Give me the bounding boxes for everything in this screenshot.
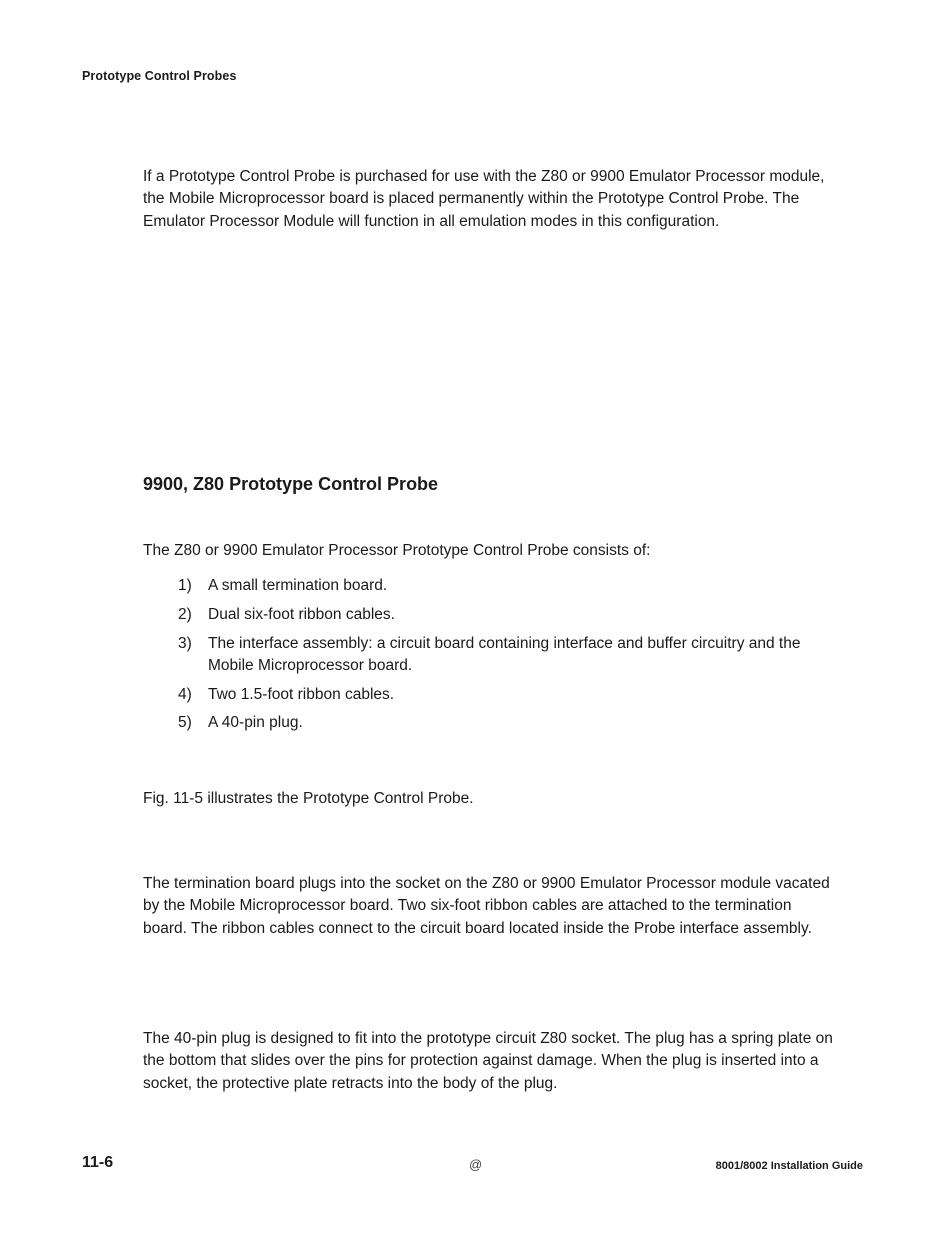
intro-paragraph: If a Prototype Control Probe is purchased for use with the Z80 or 9900 Emulator Processor module, the Mobile Microprocessor board is placed permanently within the Prototype Control Probe. The Emulator Processor Module will function in all emulation modes in this configuration. (143, 168, 825, 230)
list-item (143, 604, 833, 626)
list-item-number: 2) (178, 605, 192, 623)
list-item-text: A 40-pin plug. (208, 714, 303, 732)
components-list (143, 575, 833, 741)
page-number: 11-6 (82, 1154, 114, 1171)
list-item (143, 712, 833, 734)
list-item-number: 1) (178, 577, 192, 594)
guide-title: 8001/8002 Installation Guide (715, 1160, 863, 1172)
termination-board-paragraph: The termination board plugs into the socket on the Z80 or 9900 Emulator Processor module vacated by the Mobile Microprocessor board. Two six-foot ribbon cables are attached to the termination board. The ribbon cables connect to the circuit board located inside the Probe interface assembly. (143, 875, 830, 937)
list-item-number: 3) (178, 634, 192, 652)
figure-reference-paragraph: Fig. 11-5 illustrates the Prototype Control Probe. (143, 790, 474, 807)
section-heading: 9900, Z80 Prototype Control Probe (143, 474, 439, 494)
list-item-text: Two 1.5-foot ribbon cables. (208, 685, 395, 703)
list-item-text: Dual six-foot ribbon cables. (208, 605, 395, 623)
list-item-number: 5) (178, 714, 192, 732)
list-item-text: A small termination board. (208, 577, 388, 594)
list-item (143, 575, 833, 597)
components-intro-paragraph: The Z80 or 9900 Emulator Processor Prototype Control Probe consists of: (143, 542, 651, 559)
footer-mark: @ (469, 1157, 483, 1172)
list-item-text: The interface assembly: a circuit board containing interface and buffer circuitry and the Mobile Microprocessor board. (208, 634, 801, 674)
list-item-number: 4) (178, 685, 192, 703)
list-item (143, 633, 833, 678)
plug-paragraph: The 40-pin plug is designed to fit into the prototype circuit Z80 socket. The plug has a spring plate on the bottom that slides over the pins for protection against damage. When the plug is inserted into a socket, the protective plate retracts into the body of the plug. (143, 1030, 833, 1092)
running-header: Prototype Control Probes (82, 69, 237, 83)
list-item (143, 684, 833, 706)
